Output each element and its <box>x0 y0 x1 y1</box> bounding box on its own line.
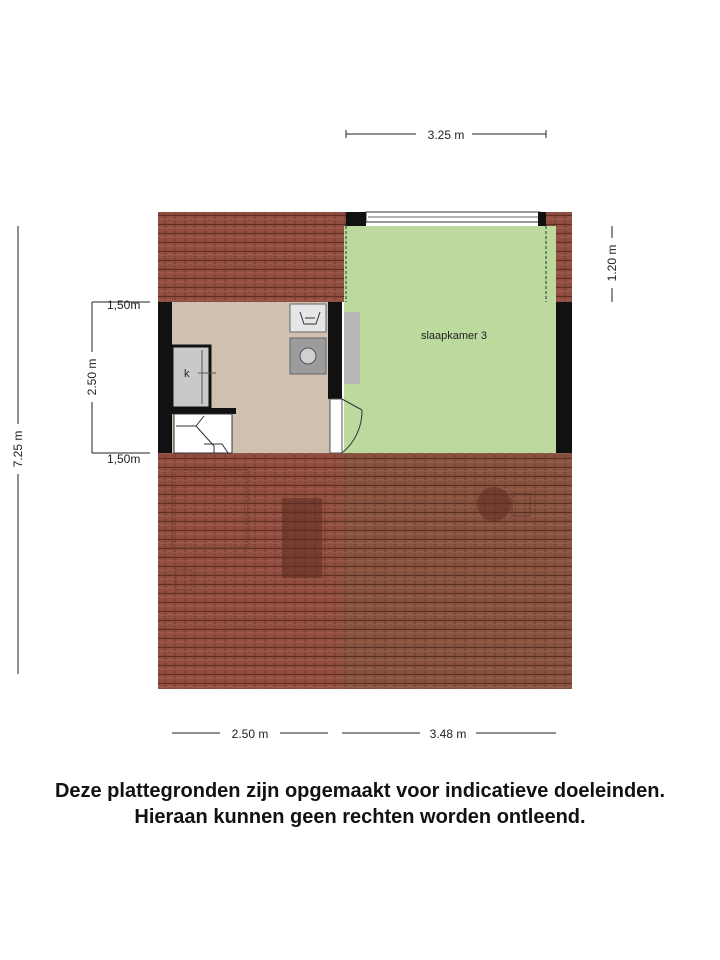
door-frame <box>330 399 342 453</box>
disclaimer <box>0 778 720 830</box>
dim-bottom-left-width: 2.50 m <box>231 727 269 741</box>
dim-bottom-right-width: 3.48 m <box>429 727 467 741</box>
dim-top-width: 3.25 m <box>427 128 465 142</box>
dim-left-height: 7.25 m <box>11 430 25 468</box>
wall-left <box>158 302 172 453</box>
dim-left-lower-mark: 1,50m <box>107 452 141 466</box>
roof-lower-right-overlay <box>342 453 572 689</box>
closet-label: k <box>184 368 190 380</box>
roof-upper-left <box>158 212 346 302</box>
washing-machine-icon <box>300 348 316 364</box>
stair-wall <box>172 408 236 414</box>
dim-left-inner-height: 2.50 m <box>85 358 99 396</box>
bedroom-wardrobe <box>344 312 360 384</box>
disclaimer-line-1: Deze plattegronden zijn opgemaakt voor indicatieve doeleinden. <box>54 780 666 802</box>
roof-window <box>282 498 322 578</box>
wall-top-left-stub <box>346 212 366 226</box>
dim-left-upper-mark: 1,50m <box>107 298 141 312</box>
wall-right <box>556 302 572 453</box>
closet-k <box>172 346 210 408</box>
wall-middle <box>328 302 342 399</box>
roof-vent-circle <box>477 487 511 521</box>
dim-right-height: 1.20 m <box>605 244 619 282</box>
wall-top-right-stub <box>538 212 546 226</box>
disclaimer-line-2: Hieraan kunnen geen rechten worden ontleend. <box>134 806 586 828</box>
bedroom-label: slaapkamer 3 <box>420 330 488 342</box>
